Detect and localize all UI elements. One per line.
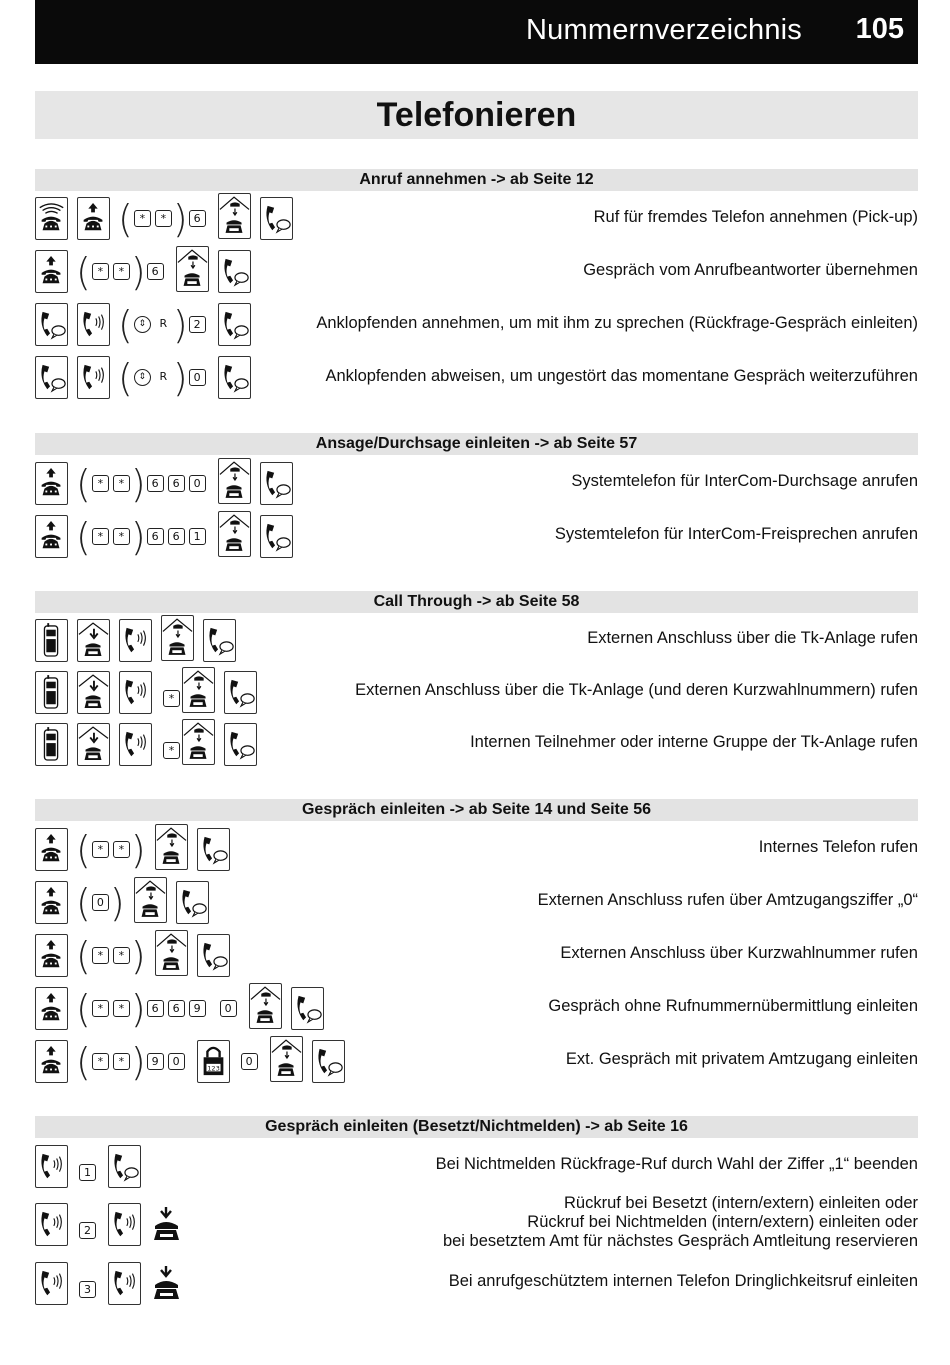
instruction-row bbox=[35, 303, 918, 351]
star-key: * bbox=[113, 1000, 130, 1017]
key-sequence: ( * * ) bbox=[35, 828, 239, 871]
key-sequence bbox=[35, 1262, 192, 1305]
page-number: 105 bbox=[855, 13, 904, 45]
instruction-line: Rückruf bei Nichtmelden (intern/extern) einleiten oder bbox=[527, 1213, 918, 1231]
digit-key: 6 bbox=[147, 475, 164, 492]
digit-key: 9 bbox=[147, 1053, 164, 1070]
page-header bbox=[35, 0, 918, 64]
digit-key: 2 bbox=[79, 1222, 96, 1239]
talking-icon bbox=[218, 303, 251, 346]
ringing-phone-icon bbox=[35, 197, 68, 240]
house-speeddial-icon bbox=[182, 667, 215, 713]
instruction-text: Systemtelefon für InterCom-Durchsage anrufen bbox=[571, 472, 918, 490]
star-key: * bbox=[113, 475, 130, 492]
star-key: * bbox=[113, 1053, 130, 1070]
instruction-row bbox=[35, 723, 918, 771]
key-sequence: ( * * ) 6 6 0 bbox=[35, 462, 302, 505]
ringing-handset-icon bbox=[77, 303, 110, 346]
instruction-row bbox=[35, 462, 918, 510]
instruction-text: Ruf für fremdes Telefon annehmen (Pick-up) bbox=[593, 208, 918, 226]
page-title: Telefonieren bbox=[35, 91, 918, 139]
key-sequence: ( * * ) 6 6 1 bbox=[35, 515, 302, 558]
star-key: * bbox=[163, 742, 180, 759]
star-key: * bbox=[113, 841, 130, 858]
instruction-row bbox=[35, 828, 918, 876]
instruction-text: Gespräch vom Anrufbeantworter übernehmen bbox=[583, 261, 918, 279]
house-phone-icon bbox=[176, 246, 209, 292]
digit-key: 6 bbox=[168, 528, 185, 545]
house-phone-icon bbox=[182, 719, 215, 765]
star-key: * bbox=[155, 210, 172, 227]
mobile-phone-icon bbox=[35, 619, 68, 662]
star-key: * bbox=[92, 263, 109, 280]
key-sequence bbox=[35, 1145, 150, 1188]
instruction-row bbox=[35, 1040, 918, 1088]
talking-icon bbox=[224, 723, 257, 766]
star-key: * bbox=[92, 841, 109, 858]
key-sequence: ( 0 ) bbox=[35, 881, 218, 924]
section-heading: Anruf annehmen -> ab Seite 12 bbox=[35, 169, 918, 191]
ringing-handset-icon bbox=[119, 619, 152, 662]
instruction-line: bei besetztem Amt für nächstes Gespräch Amtleitung reservieren bbox=[442, 1232, 918, 1250]
house-phone-icon bbox=[218, 511, 251, 557]
section-heading: Ansage/Durchsage einleiten -> ab Seite 57 bbox=[35, 433, 918, 455]
section-heading: Gespräch einleiten (Besetzt/Nichtmelden) -> ab Seite 16 bbox=[35, 1116, 918, 1138]
key-sequence bbox=[35, 723, 266, 766]
ringing-handset-icon bbox=[35, 1203, 68, 1246]
talking-icon bbox=[312, 1040, 345, 1083]
digit-key: 0 bbox=[220, 1000, 237, 1017]
instruction-text: Bei Nichtmelden Rückfrage-Ruf durch Wahl der Ziffer „1“ beenden bbox=[435, 1155, 918, 1173]
lift-handset-icon bbox=[35, 881, 68, 924]
hangup-phone-icon bbox=[150, 1203, 183, 1246]
instruction-row bbox=[35, 1262, 918, 1310]
star-key: * bbox=[92, 1053, 109, 1070]
lift-handset-icon bbox=[35, 1040, 68, 1083]
ringing-handset-icon bbox=[119, 723, 152, 766]
mobile-phone-icon bbox=[35, 671, 68, 714]
instruction-row bbox=[35, 250, 918, 298]
instruction-line: Rückruf bei Besetzt (intern/extern) einleiten oder bbox=[563, 1194, 918, 1212]
key-sequence bbox=[35, 1203, 192, 1246]
instruction-text: Externen Anschluss über die Tk-Anlage (und deren Kurzwahlnummern) rufen bbox=[355, 681, 918, 699]
instruction-text: Anklopfenden abweisen, um ungestört das momentane Gespräch weiterzuführen bbox=[325, 367, 918, 385]
hangup-phone-icon bbox=[150, 1262, 183, 1305]
house-phone-icon bbox=[134, 877, 167, 923]
instruction-text bbox=[443, 1194, 918, 1251]
instruction-text: Systemtelefon für InterCom-Freisprechen anrufen bbox=[554, 525, 918, 543]
star-key: * bbox=[92, 528, 109, 545]
digit-key: 6 bbox=[147, 528, 164, 545]
house-phone-icon bbox=[161, 615, 194, 661]
digit-key: 2 bbox=[189, 316, 206, 333]
key-sequence: ( * * ) bbox=[35, 934, 239, 977]
star-key: * bbox=[113, 528, 130, 545]
house-phone-icon bbox=[249, 983, 282, 1029]
digit-key: 3 bbox=[79, 1281, 96, 1298]
header-title: Nummernverzeichnis bbox=[526, 14, 802, 46]
house-arrow-icon bbox=[77, 619, 110, 662]
star-key: * bbox=[92, 1000, 109, 1017]
instruction-text: Externen Anschluss rufen über Amtzugangsziffer „0“ bbox=[537, 891, 918, 909]
digit-key: 0 bbox=[189, 369, 206, 386]
instruction-text: Internes Telefon rufen bbox=[758, 838, 918, 856]
lift-handset-icon bbox=[77, 197, 110, 240]
instruction-row bbox=[35, 671, 918, 719]
star-key: * bbox=[92, 475, 109, 492]
talking-icon bbox=[260, 515, 293, 558]
house-arrow-icon bbox=[77, 671, 110, 714]
instruction-text: Internen Teilnehmer oder interne Gruppe der Tk-Anlage rufen bbox=[470, 733, 918, 751]
talking-icon bbox=[197, 828, 230, 871]
instruction-row bbox=[35, 1194, 918, 1263]
key-sequence: ( * * ) 6 bbox=[35, 250, 260, 293]
ringing-handset-icon bbox=[108, 1203, 141, 1246]
star-key: * bbox=[92, 947, 109, 964]
mobile-phone-icon bbox=[35, 723, 68, 766]
key-sequence: ( * * ) 6 6 9 0 bbox=[35, 987, 333, 1030]
lift-handset-icon bbox=[35, 987, 68, 1030]
talking-icon bbox=[260, 197, 293, 240]
updown-key: ⇕ bbox=[134, 316, 151, 333]
instruction-text: Anklopfenden annehmen, um mit ihm zu sprechen (Rückfrage-Gespräch einleiten) bbox=[316, 314, 918, 332]
instruction-row bbox=[35, 356, 918, 404]
house-phone-icon bbox=[155, 824, 188, 870]
updown-key: ⇕ bbox=[134, 369, 151, 386]
talking-icon bbox=[218, 356, 251, 399]
talking-icon bbox=[108, 1145, 141, 1188]
instruction-row bbox=[35, 1145, 918, 1193]
lift-handset-icon bbox=[35, 828, 68, 871]
star-key: * bbox=[163, 690, 180, 707]
svg-text:123: 123 bbox=[206, 1064, 220, 1073]
house-speeddial-icon bbox=[155, 930, 188, 976]
digit-key: 6 bbox=[147, 1000, 164, 1017]
talking-icon bbox=[260, 462, 293, 505]
ringing-handset-icon bbox=[35, 1262, 68, 1305]
key-sequence: ( * * ) 6 bbox=[35, 197, 302, 240]
key-sequence bbox=[35, 671, 266, 714]
instruction-row bbox=[35, 987, 918, 1035]
ringing-handset-icon bbox=[77, 356, 110, 399]
lift-handset-icon bbox=[35, 250, 68, 293]
digit-key: 6 bbox=[147, 263, 164, 280]
ringing-handset-icon bbox=[119, 671, 152, 714]
digit-key: 9 bbox=[189, 1000, 206, 1017]
instruction-text: Externen Anschluss über Kurzwahlnummer rufen bbox=[560, 944, 918, 962]
key-sequence: ( * * ) 9 0 123 0 bbox=[35, 1040, 354, 1083]
digit-key: 0 bbox=[92, 894, 109, 911]
digit-key: 6 bbox=[168, 475, 185, 492]
talking-icon bbox=[35, 356, 68, 399]
instruction-row bbox=[35, 619, 918, 667]
lift-handset-icon bbox=[35, 515, 68, 558]
r-key: R bbox=[159, 317, 168, 330]
instruction-text: Ext. Gespräch mit privatem Amtzugang einleiten bbox=[565, 1050, 918, 1068]
lift-handset-icon bbox=[35, 934, 68, 977]
talking-icon bbox=[291, 987, 324, 1030]
lock-icon bbox=[197, 1040, 230, 1083]
section-heading: Call Through -> ab Seite 58 bbox=[35, 591, 918, 613]
ringing-handset-icon bbox=[108, 1262, 141, 1305]
instruction-row bbox=[35, 934, 918, 982]
instruction-text: Externen Anschluss über die Tk-Anlage rufen bbox=[587, 629, 918, 647]
lift-handset-icon bbox=[35, 462, 68, 505]
house-phone-icon bbox=[270, 1036, 303, 1082]
talking-icon bbox=[197, 934, 230, 977]
star-key: * bbox=[113, 947, 130, 964]
instruction-row bbox=[35, 197, 918, 245]
digit-key: 0 bbox=[241, 1053, 258, 1070]
key-sequence: ( ⇕ R ) 2 bbox=[35, 303, 260, 346]
digit-key: 0 bbox=[189, 475, 206, 492]
instruction-row bbox=[35, 881, 918, 929]
talking-icon bbox=[176, 881, 209, 924]
r-key: R bbox=[159, 370, 168, 383]
house-phone-icon bbox=[218, 193, 251, 239]
digit-key: 1 bbox=[79, 1164, 96, 1181]
digit-key: 6 bbox=[189, 210, 206, 227]
talking-icon bbox=[218, 250, 251, 293]
instruction-row bbox=[35, 515, 918, 563]
talking-icon bbox=[203, 619, 236, 662]
talking-icon bbox=[224, 671, 257, 714]
star-key: * bbox=[113, 263, 130, 280]
digit-key: 1 bbox=[189, 528, 206, 545]
digit-key: 0 bbox=[168, 1053, 185, 1070]
key-sequence: ( ⇕ R ) 0 bbox=[35, 356, 260, 399]
star-key: * bbox=[134, 210, 151, 227]
digit-key: 6 bbox=[168, 1000, 185, 1017]
ringing-handset-icon bbox=[35, 1145, 68, 1188]
instruction-text: Gespräch ohne Rufnummernübermittlung einleiten bbox=[548, 997, 918, 1015]
house-arrow-icon bbox=[77, 723, 110, 766]
house-phone-icon bbox=[218, 458, 251, 504]
section-heading: Gespräch einleiten -> ab Seite 14 und Seite 56 bbox=[35, 799, 918, 821]
instruction-text: Bei anrufgeschütztem internen Telefon Dringlichkeitsruf einleiten bbox=[448, 1272, 918, 1290]
key-sequence bbox=[35, 619, 245, 662]
talking-icon bbox=[35, 303, 68, 346]
